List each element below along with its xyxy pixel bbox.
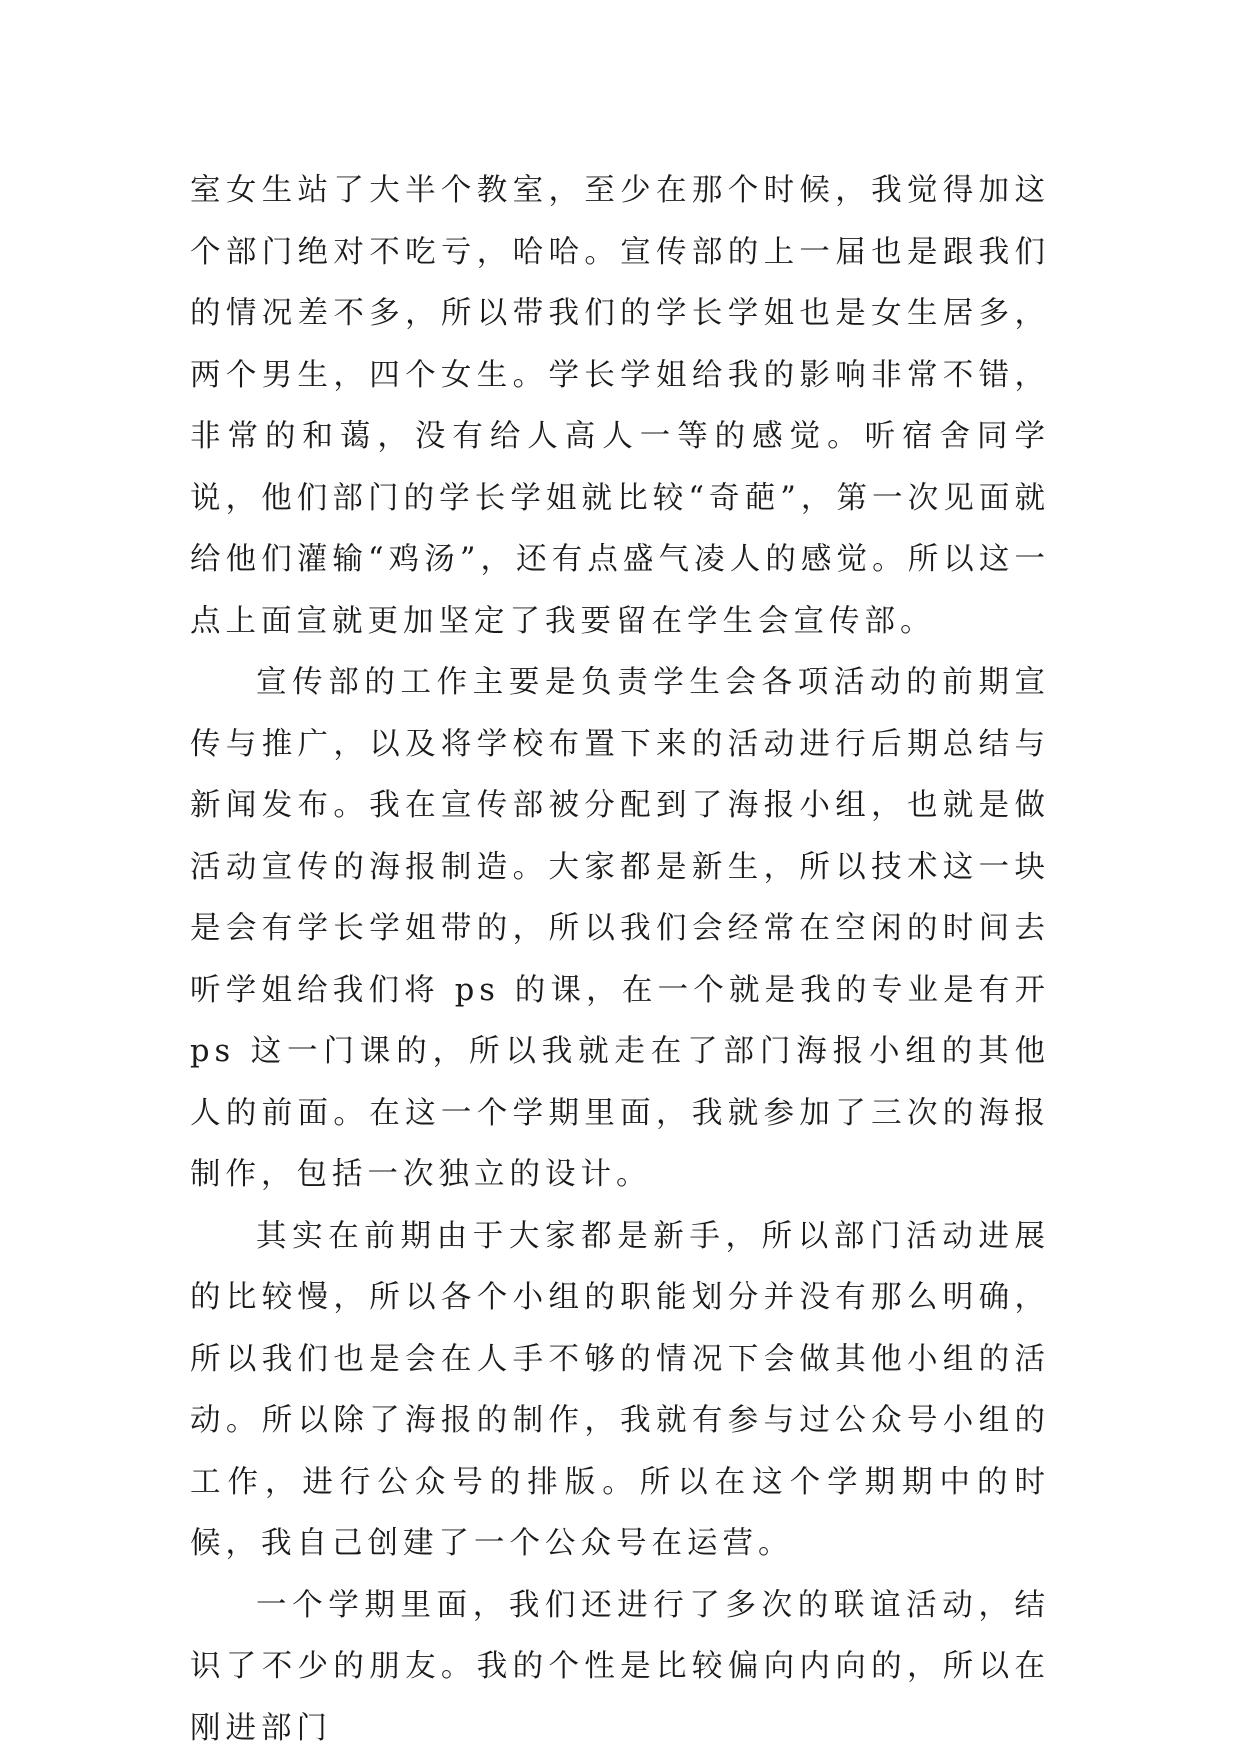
paragraph-1: 室女生站了大半个教室，至少在那个时候，我觉得加这个部门绝对不吃亏，哈哈。宣传部的上一届也是跟我们的情况差不多，所以带我们的学长学姐也是女生居多，两个男生，四个女生。学长学姐给我的影响非常不错，非常的和蔼，没有给人高人一等的感觉。听宿舍同学说，他们部门的学长学姐就比较“奇葩”，第一次见面就给他们灌输“鸡汤”，还有点盛气凌人的感觉。所以这一点上面宣就更加坚定了我要留在学生会宣传部。 [190,160,1050,652]
paragraph-2: 宣传部的工作主要是负责学生会各项活动的前期宣传与推广，以及将学校布置下来的活动进行后期总结与新闻发布。我在宣传部被分配到了海报小组，也就是做活动宣传的海报制造。大家都是新生，所以技术这一块是会有学长学姐带的，所以我们会经常在空闲的时间去听学姐给我们将 ps 的课，在一个就是我的专业是有开 ps 这一门课的，所以我就走在了部门海报小组的其他人的前面。在这一个学期里面，我就参加了三次的海报制作，包括一次独立的设计。 [190,652,1050,1206]
document-body [190,160,1050,1759]
paragraph-4: 一个学期里面，我们还进行了多次的联谊活动，结识了不少的朋友。我的个性是比较偏向内向的，所以在刚进部门 [190,1575,1050,1759]
paragraph-3: 其实在前期由于大家都是新手，所以部门活动进展的比较慢，所以各个小组的职能划分并没有那么明确，所以我们也是会在人手不够的情况下会做其他小组的活动。所以除了海报的制作，我就有参与过公众号小组的工作，进行公众号的排版。所以在这个学期期中的时候，我自己创建了一个公众号在运营。 [190,1206,1050,1575]
